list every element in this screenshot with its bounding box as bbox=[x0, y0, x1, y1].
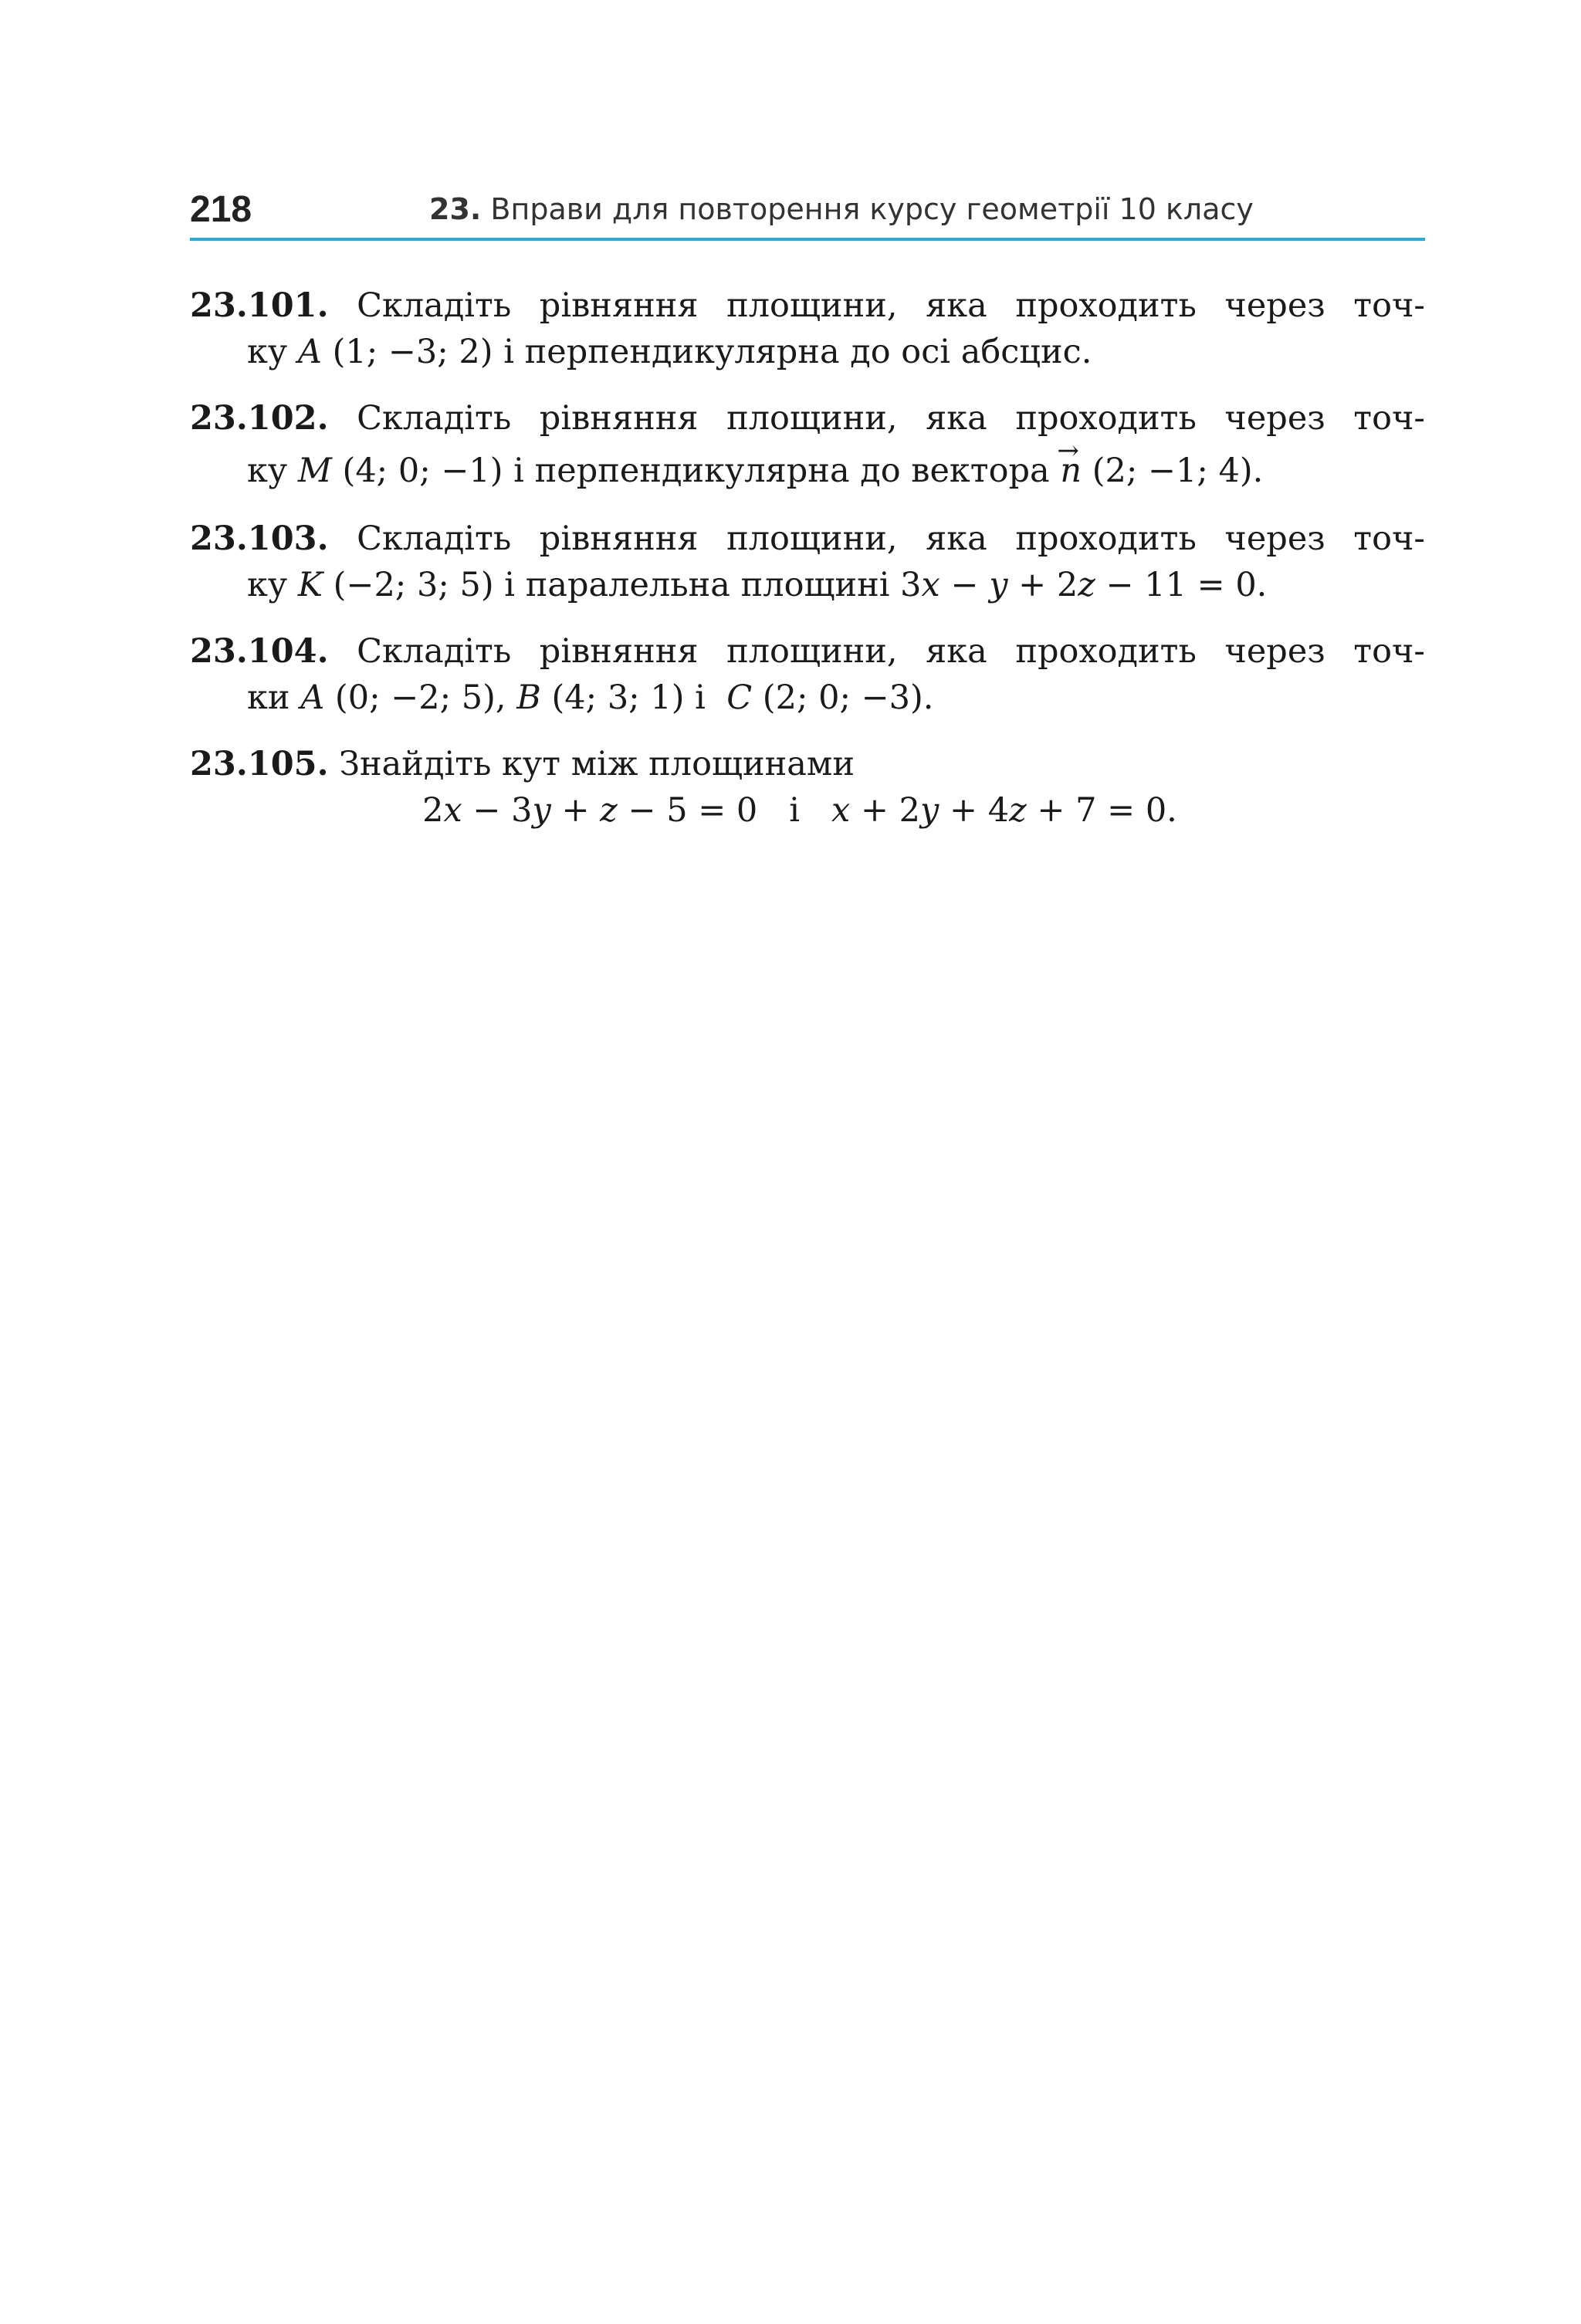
text: ку bbox=[247, 452, 298, 490]
word: через bbox=[1224, 632, 1325, 671]
exercise-number: 23.101. bbox=[190, 286, 329, 325]
word: рівняння bbox=[539, 632, 699, 671]
math-var: y bbox=[989, 566, 1008, 604]
math-var: z bbox=[600, 791, 618, 830]
text: ку bbox=[247, 333, 298, 371]
text: + 7 = 0. bbox=[1026, 791, 1177, 830]
word: площини, bbox=[726, 519, 898, 558]
exercise-line bbox=[190, 675, 1425, 721]
math-var: z bbox=[1009, 791, 1027, 830]
exercise-number: 23.103. bbox=[190, 519, 329, 558]
text: ку bbox=[247, 566, 298, 604]
exercise-line bbox=[190, 741, 1425, 787]
exercise-line bbox=[190, 516, 1425, 562]
word: Складіть bbox=[357, 399, 512, 438]
word: яка bbox=[926, 286, 987, 325]
word: через bbox=[1224, 519, 1325, 558]
word: точ- bbox=[1353, 286, 1425, 325]
word: проходить bbox=[1015, 399, 1197, 438]
math-var: z bbox=[1078, 566, 1095, 604]
word: яка bbox=[926, 632, 987, 671]
exercise-line bbox=[190, 395, 1425, 441]
exercise-line bbox=[190, 562, 1425, 608]
exercise-23-102 bbox=[190, 395, 1425, 494]
text: (0; −2; 5), bbox=[324, 678, 517, 717]
math-var: x bbox=[443, 791, 462, 830]
math-var: A bbox=[297, 333, 322, 371]
exercise-23-105 bbox=[190, 741, 1425, 834]
word: точ- bbox=[1353, 632, 1425, 671]
word: точ- bbox=[1353, 399, 1425, 438]
word: Складіть bbox=[357, 286, 512, 325]
text: ки bbox=[247, 678, 301, 717]
exercise-line bbox=[190, 329, 1425, 375]
word: рівняння bbox=[539, 399, 699, 438]
word: проходить bbox=[1015, 286, 1197, 325]
word: площини, bbox=[726, 632, 898, 671]
exercise-number: 23.102. bbox=[190, 399, 329, 438]
word: площини, bbox=[726, 286, 898, 325]
word: проходить bbox=[1015, 519, 1197, 558]
running-title bbox=[429, 190, 1254, 228]
vector-n: → n bbox=[1060, 448, 1082, 494]
word: точ- bbox=[1353, 519, 1425, 558]
text: (−2; 3; 5) і паралельна площині 3 bbox=[322, 566, 922, 604]
text: (2; 0; −3). bbox=[752, 678, 934, 717]
page-header bbox=[190, 182, 1425, 241]
word: яка bbox=[926, 399, 987, 438]
math-var: x bbox=[831, 791, 851, 830]
text: + 2 bbox=[850, 791, 921, 830]
exercise-line bbox=[190, 628, 1425, 675]
text: 2 bbox=[422, 791, 444, 830]
word: Складіть bbox=[357, 519, 512, 558]
math-var: A bbox=[300, 678, 325, 717]
exercise-number: 23.105. bbox=[190, 745, 329, 783]
text: − 11 = 0. bbox=[1095, 566, 1268, 604]
word: рівняння bbox=[539, 286, 699, 325]
text: + 4 bbox=[939, 791, 1010, 830]
word: Складіть bbox=[357, 632, 512, 671]
word: рівняння bbox=[539, 519, 699, 558]
math-var: y bbox=[920, 791, 939, 830]
math-var: K bbox=[297, 566, 323, 604]
formula-line bbox=[190, 787, 1425, 834]
text: (2; −1; 4). bbox=[1082, 452, 1264, 490]
text: + bbox=[550, 791, 601, 830]
formula bbox=[422, 787, 1177, 834]
math-var: y bbox=[532, 791, 551, 830]
text: + 2 bbox=[1007, 566, 1078, 604]
exercise-number: 23.104. bbox=[190, 632, 329, 671]
text: − bbox=[939, 566, 990, 604]
text: (4; 0; −1) і перпендикулярна до вектора bbox=[331, 452, 1061, 490]
math-var: x bbox=[921, 566, 940, 604]
text: − 5 = 0 і bbox=[617, 791, 832, 830]
exercise-line bbox=[190, 282, 1425, 329]
word: через bbox=[1224, 286, 1325, 325]
exercise-line bbox=[190, 448, 1425, 494]
word: яка bbox=[926, 519, 987, 558]
word: через bbox=[1224, 399, 1325, 438]
text: − 3 bbox=[462, 791, 533, 830]
word: площини, bbox=[726, 399, 898, 438]
page-number: 218 bbox=[190, 189, 252, 230]
exercise-23-104 bbox=[190, 628, 1425, 721]
section-title: Вправи для повторення курсу геометрії 10 класу bbox=[490, 192, 1254, 226]
section-number: 23. bbox=[429, 192, 482, 226]
word: проходить bbox=[1015, 632, 1197, 671]
math-var: M bbox=[297, 452, 332, 490]
math-var: B bbox=[516, 678, 541, 717]
math-var: C bbox=[726, 678, 753, 717]
text: (4; 3; 1) і bbox=[540, 678, 727, 717]
header-rule bbox=[190, 238, 1425, 241]
exercise-23-101 bbox=[190, 282, 1425, 375]
exercise-23-103 bbox=[190, 516, 1425, 608]
text: Знайдіть кут між площинами bbox=[328, 745, 855, 783]
text: (1; −3; 2) і перпендикулярна до осі абсцис. bbox=[321, 333, 1092, 371]
